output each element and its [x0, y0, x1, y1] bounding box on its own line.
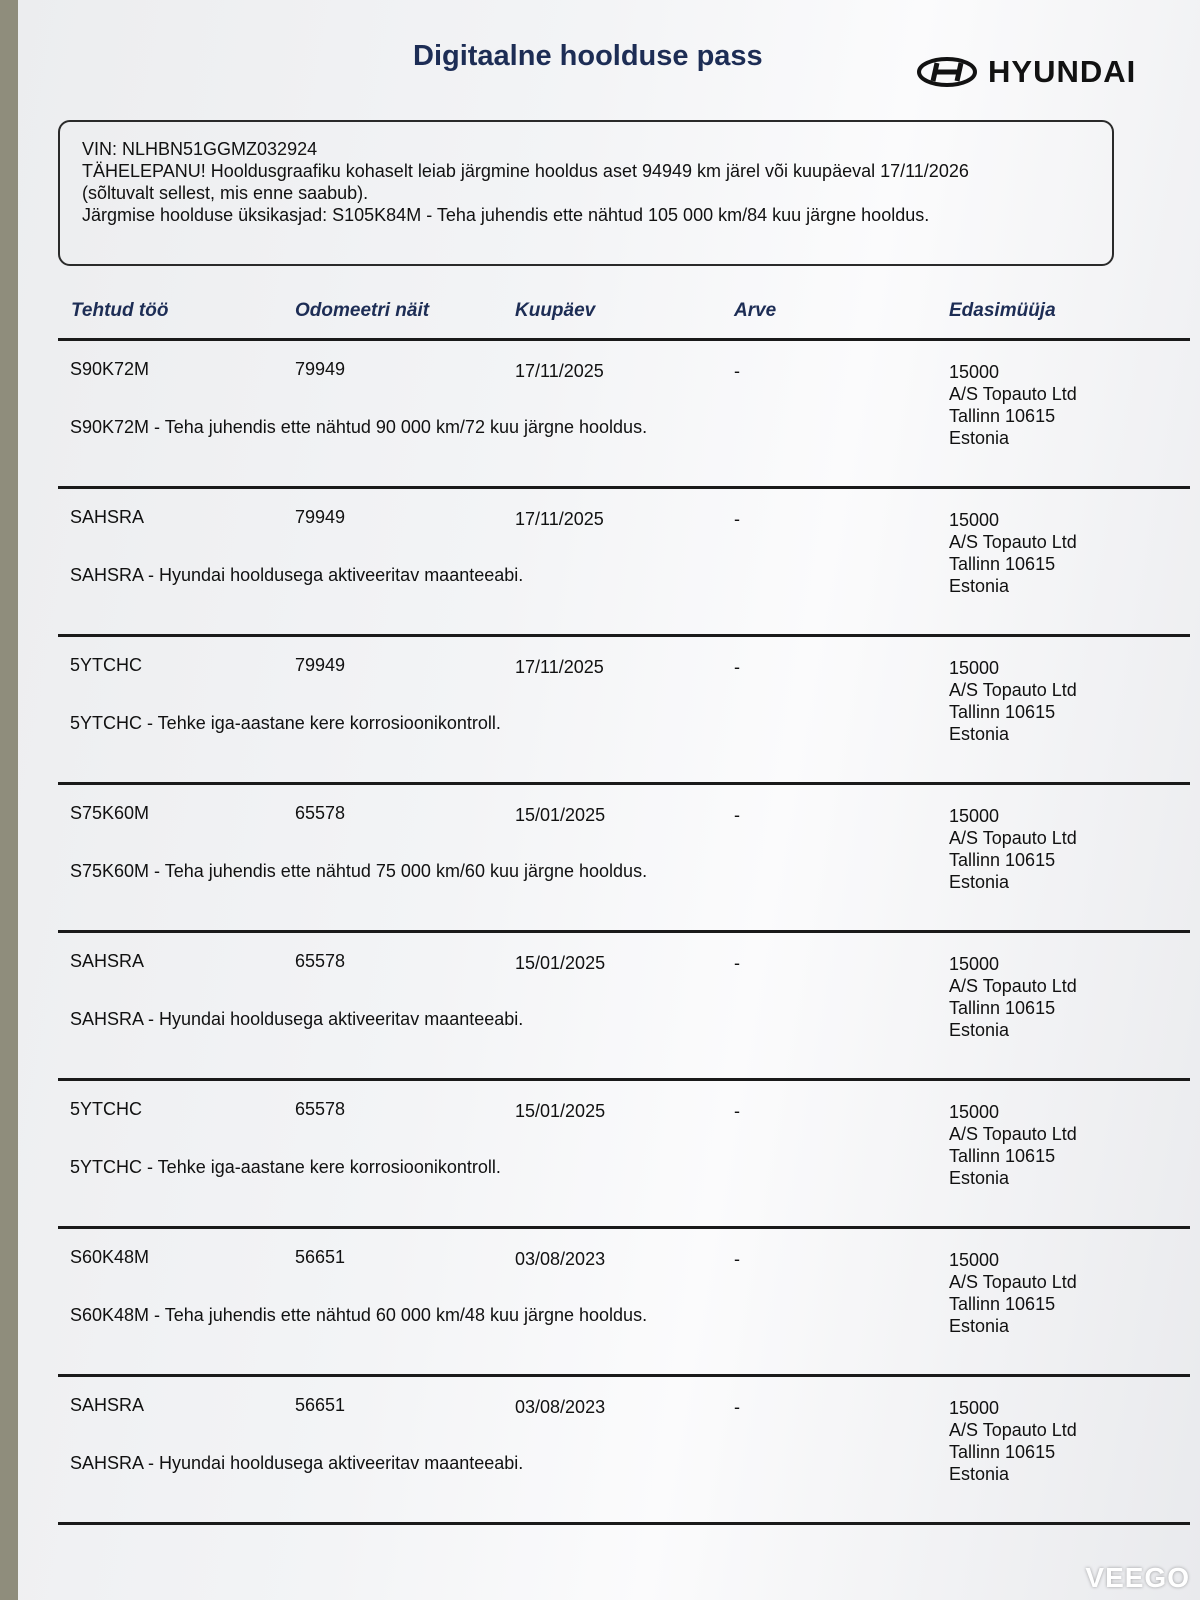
dealer-block: [949, 953, 1077, 1041]
document-sheet: [18, 0, 1200, 1600]
work-description: 5YTCHC - Tehke iga-aastane kere korrosioonikontroll.: [70, 713, 501, 733]
table-row: [18, 1377, 1200, 1525]
dealer-line: A/S Topauto Ltd: [949, 384, 1077, 404]
dealer-line: Estonia: [949, 1316, 1010, 1336]
invoice-value: -: [734, 509, 740, 529]
dealer-line: 15000: [949, 1102, 1000, 1122]
service-date: 15/01/2025: [515, 805, 606, 825]
dealer-line: Estonia: [949, 428, 1010, 448]
brand-logo: [916, 52, 1136, 92]
service-notice-box: [58, 120, 1114, 266]
service-date: 03/08/2023: [515, 1249, 606, 1269]
column-header-date: Kuupäev: [515, 300, 596, 321]
table-row: [18, 785, 1200, 933]
dealer-line: A/S Topauto Ltd: [949, 1272, 1077, 1292]
column-header-invoice: Arve: [734, 300, 777, 321]
brand-wordmark: HYUNDAI: [988, 54, 1137, 89]
table-row: [18, 341, 1200, 489]
dealer-line: Tallinn 10615: [949, 850, 1056, 870]
work-code: 5YTCHC: [70, 1099, 143, 1119]
work-code: S60K48M: [70, 1247, 150, 1267]
dealer-line: Tallinn 10615: [949, 1294, 1056, 1314]
row-divider: [58, 1522, 1190, 1525]
column-header-dealer: Edasimüüja: [949, 300, 1056, 321]
invoice-value: -: [734, 953, 740, 973]
service-date: 17/11/2025: [515, 361, 604, 381]
dealer-line: Tallinn 10615: [949, 406, 1056, 426]
work-description: S60K48M - Teha juhendis ette nähtud 60 000 km/48 kuu järgne hooldus.: [70, 1305, 648, 1325]
odometer-value: 65578: [295, 1099, 346, 1119]
table-row: [18, 637, 1200, 785]
work-description: SAHSRA - Hyundai hooldusega aktiveeritav maanteeabi.: [70, 565, 524, 585]
service-date: 03/08/2023: [515, 1397, 606, 1417]
invoice-value: -: [734, 657, 740, 677]
dealer-block: [949, 805, 1077, 893]
dealer-line: A/S Topauto Ltd: [949, 828, 1077, 848]
dealer-block: [949, 1101, 1077, 1189]
dealer-line: 15000: [949, 1398, 1000, 1418]
work-code: S90K72M: [70, 359, 150, 379]
work-code: SAHSRA: [70, 1395, 145, 1415]
invoice-value: -: [734, 1101, 740, 1121]
odometer-value: 79949: [295, 655, 346, 675]
dealer-line: A/S Topauto Ltd: [949, 680, 1077, 700]
invoice-value: -: [734, 1249, 740, 1269]
odometer-value: 56651: [295, 1247, 346, 1267]
column-header-work: Tehtud töö: [71, 300, 169, 321]
work-description: S90K72M - Teha juhendis ette nähtud 90 000 km/72 kuu järgne hooldus.: [70, 417, 648, 437]
dealer-line: 15000: [949, 510, 1000, 530]
work-description: S75K60M - Teha juhendis ette nähtud 75 000 km/60 kuu järgne hooldus.: [70, 861, 648, 881]
dealer-line: Tallinn 10615: [949, 998, 1056, 1018]
work-code: 5YTCHC: [70, 655, 143, 675]
column-header-odometer: Odomeetri näit: [295, 300, 430, 321]
dealer-block: [949, 509, 1077, 597]
invoice-value: -: [734, 1397, 740, 1417]
service-date: 17/11/2025: [515, 657, 604, 677]
watermark-text: VEEGO: [1085, 1562, 1190, 1593]
dealer-block: [949, 1249, 1077, 1337]
dealer-line: A/S Topauto Ltd: [949, 976, 1077, 996]
dealer-line: Tallinn 10615: [949, 702, 1056, 722]
dealer-line: 15000: [949, 806, 1000, 826]
invoice-value: -: [734, 361, 740, 381]
warning-text-continued: (sõltuvalt sellest, mis enne saabub).: [82, 183, 369, 203]
work-code: S75K60M: [70, 803, 150, 823]
odometer-value: 79949: [295, 507, 346, 527]
vin-text: VIN: NLHBN51GGMZ032924: [82, 139, 318, 159]
dealer-line: 15000: [949, 1250, 1000, 1270]
work-code: SAHSRA: [70, 507, 145, 527]
dealer-line: 15000: [949, 954, 1000, 974]
odometer-value: 65578: [295, 951, 346, 971]
dealer-line: 15000: [949, 362, 1000, 382]
invoice-value: -: [734, 805, 740, 825]
service-date: 17/11/2025: [515, 509, 604, 529]
dealer-line: Estonia: [949, 576, 1010, 596]
table-row: [18, 1081, 1200, 1229]
odometer-value: 65578: [295, 803, 346, 823]
hyundai-emblem-icon: [916, 56, 978, 88]
dealer-line: Estonia: [949, 1464, 1010, 1484]
table-row: [18, 933, 1200, 1081]
dealer-block: [949, 1397, 1077, 1485]
dealer-block: [949, 657, 1077, 745]
service-date: 15/01/2025: [515, 953, 606, 973]
dealer-line: Estonia: [949, 724, 1010, 744]
dealer-line: A/S Topauto Ltd: [949, 1124, 1077, 1144]
dealer-line: Estonia: [949, 1168, 1010, 1188]
table-row: [18, 489, 1200, 637]
next-service-text: Järgmise hoolduse üksikasjad: S105K84M - Teha juhendis ette nähtud 105 000 km/84 kuu järgne hooldus.: [82, 205, 930, 225]
service-date: 15/01/2025: [515, 1101, 606, 1121]
dealer-line: 15000: [949, 658, 1000, 678]
work-description: 5YTCHC - Tehke iga-aastane kere korrosioonikontroll.: [70, 1157, 501, 1177]
dealer-line: Estonia: [949, 872, 1010, 892]
work-code: SAHSRA: [70, 951, 145, 971]
dealer-line: Estonia: [949, 1020, 1010, 1040]
work-description: SAHSRA - Hyundai hooldusega aktiveeritav maanteeabi.: [70, 1453, 524, 1473]
odometer-value: 56651: [295, 1395, 346, 1415]
dealer-line: A/S Topauto Ltd: [949, 532, 1077, 552]
page-title: Digitaalne hoolduse pass: [413, 40, 763, 72]
dealer-line: Tallinn 10615: [949, 554, 1056, 574]
dealer-line: Tallinn 10615: [949, 1442, 1056, 1462]
dealer-block: [949, 361, 1077, 449]
warning-text: TÄHELEPANU! Hooldusgraafiku kohaselt leiab järgmine hooldus aset 94949 km järel või kuupäeval 17/11/2026: [82, 161, 969, 181]
odometer-value: 79949: [295, 359, 346, 379]
work-description: SAHSRA - Hyundai hooldusega aktiveeritav maanteeabi.: [70, 1009, 524, 1029]
dealer-line: A/S Topauto Ltd: [949, 1420, 1077, 1440]
dealer-line: Tallinn 10615: [949, 1146, 1056, 1166]
table-row: [18, 1229, 1200, 1377]
